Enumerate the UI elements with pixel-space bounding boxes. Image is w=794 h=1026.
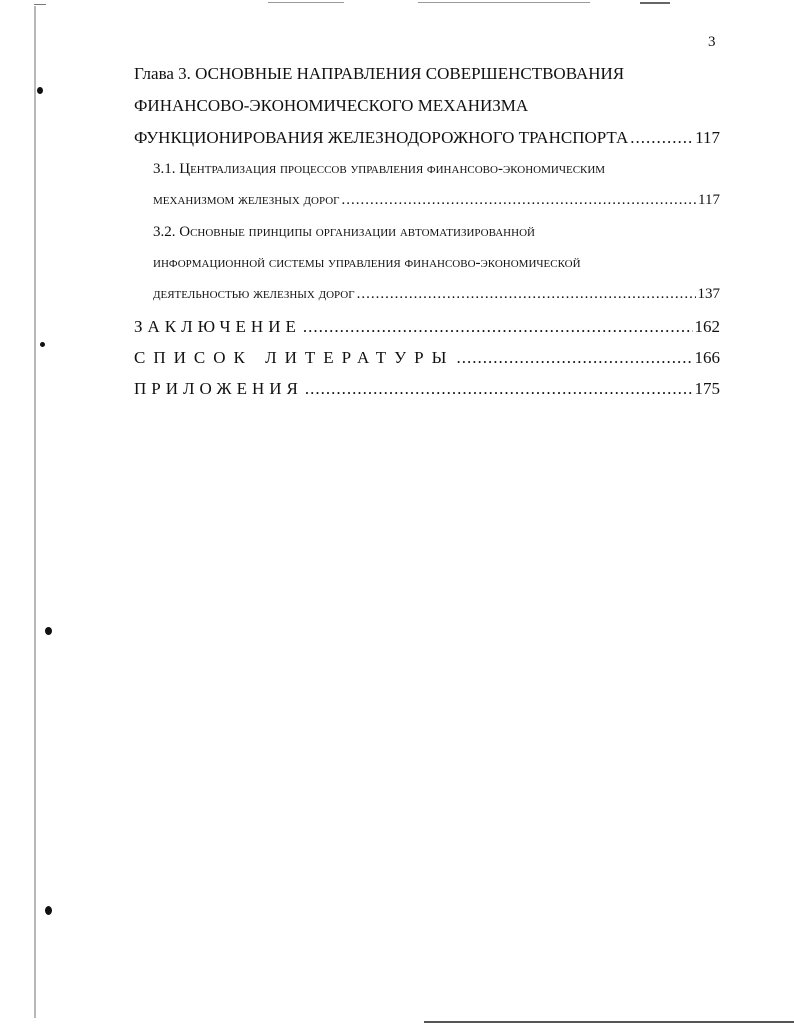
leader-dots <box>630 128 693 148</box>
scan-top-mark <box>34 4 46 5</box>
toc-section32-entry[interactable] <box>153 286 720 308</box>
toc-conclusion-title: ЗАКЛЮЧЕНИЕ <box>134 317 301 336</box>
toc-appendices-page: 175 <box>694 379 720 398</box>
toc-conclusion-entry[interactable] <box>134 317 720 339</box>
scan-bottom-edge <box>424 1021 794 1023</box>
toc-chapter3-line3: ФУНКЦИОНИРОВАНИЯ ЖЕЛЕЗНОДОРОЖНОГО ТРАНСПОРТА <box>134 128 629 147</box>
leader-dots <box>456 348 692 368</box>
toc-section31-page: 117 <box>698 192 720 208</box>
punch-hole <box>45 627 52 635</box>
toc-section32-line1: 3.2. Основные принципы организации автоматизированной <box>153 224 535 240</box>
toc-section32-page: 137 <box>697 286 720 302</box>
toc-bibliography-entry[interactable] <box>134 348 720 370</box>
toc-section32-line3: деятельностью железных дорог <box>153 286 355 302</box>
scan-top-mark <box>418 2 590 3</box>
toc-section31-line1: 3.1. Централизация процессов управления финансово-экономическим <box>153 161 606 177</box>
toc-chapter3-page: 117 <box>695 128 720 147</box>
toc-chapter3-entry[interactable] <box>134 128 720 150</box>
toc-appendices-entry[interactable] <box>134 379 720 401</box>
toc-bibliography-page: 166 <box>694 348 720 367</box>
toc-bibliography-title: СПИСОК ЛИТЕРАТУРЫ <box>134 348 455 367</box>
punch-hole <box>37 87 43 94</box>
toc-chapter3-line2: ФИНАНСОВО-ЭКОНОМИЧЕСКОГО МЕХАНИЗМА <box>134 96 529 115</box>
punch-hole <box>40 342 45 347</box>
punch-hole <box>45 906 52 915</box>
toc-section31-line2: механизмом железных дорог <box>153 192 340 208</box>
page-number: 3 <box>708 34 716 50</box>
scan-left-edge <box>34 6 36 1018</box>
leader-dots <box>357 286 696 303</box>
toc-chapter3-line1: Глава 3. ОСНОВНЫЕ НАПРАВЛЕНИЯ СОВЕРШЕНСТВОВАНИЯ <box>134 64 625 83</box>
toc-section31-entry[interactable] <box>153 192 720 214</box>
leader-dots <box>342 192 697 209</box>
toc-conclusion-page: 162 <box>694 317 720 336</box>
toc-section32-line2: информационной системы управления финансово-экономической <box>153 255 581 271</box>
scan-top-mark <box>640 2 670 4</box>
leader-dots <box>303 317 693 337</box>
scan-top-mark <box>268 2 344 3</box>
leader-dots <box>305 379 693 399</box>
toc-appendices-title: ПРИЛОЖЕНИЯ <box>134 379 303 398</box>
